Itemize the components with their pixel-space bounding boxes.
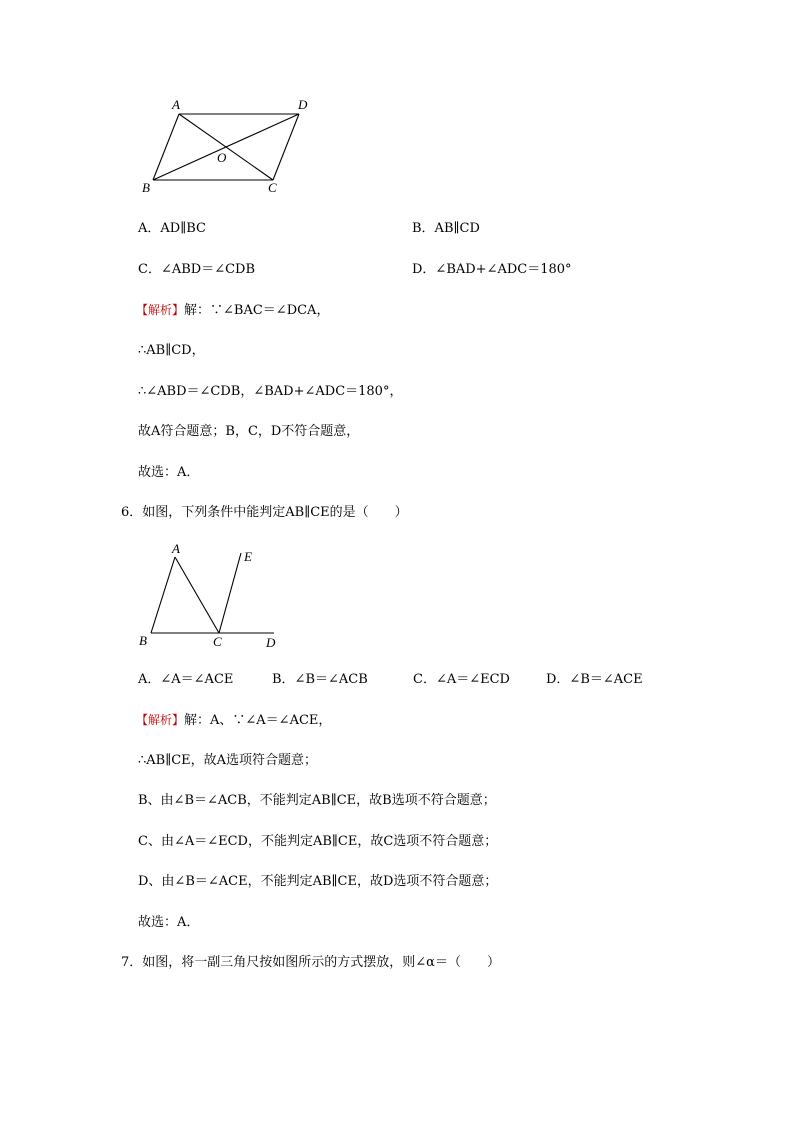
q7-stem: 7．如图，将一副三角尺按如图所示的方式摆放，则∠α＝（ ） [121,955,500,970]
label-d: D [298,97,308,112]
q6-analysis-line-1 [136,712,331,729]
q5-option-d: D．∠BAD+∠ADC＝180° [412,262,572,277]
label-c: C [213,634,222,649]
label-e: E [244,549,252,564]
q5-option-b: B．AB∥CD [412,221,480,236]
analysis-tag: 【解析】 [136,303,185,317]
label-a: A [172,541,180,556]
label-a: A [172,97,180,112]
segment-ac [175,557,219,633]
ray-ce [219,553,241,633]
q5-analysis-line-5: 故选：A． [138,465,200,480]
figure-triangle [135,538,285,653]
q6-analysis-line-3: B、由∠B＝∠ACB，不能判定AB∥CE，故B选项不符合题意； [138,793,496,808]
q5-analysis-line-3: ∴∠ABD＝∠CDB，∠BAD+∠ADC＝180°， [138,384,403,399]
q5-analysis-line-4: 故A符合题意；B，C，D不符合题意， [138,424,360,439]
q6-analysis-line-4: C、由∠A＝∠ECD，不能判定AB∥CE，故C选项不符合题意； [138,834,498,849]
q5-analysis-line-2: ∴AB∥CD， [138,343,205,358]
q6-analysis-line-2: ∴AB∥CE，故A选项符合题意； [138,753,318,768]
q6-analysis-line-6: 故选：A． [138,915,200,930]
figure-parallelogram [135,92,325,197]
q6-option-c: C．∠A＝∠ECD [413,672,510,687]
label-b: B [139,633,147,648]
segment-ab [151,557,175,633]
analysis-text: 解：∵∠BAC＝∠DCA， [184,303,330,318]
q5-analysis-line-1 [136,302,329,319]
label-o: O [217,150,227,165]
label-d: D [266,635,276,650]
q6-option-b: B．∠B＝∠ACB [272,672,368,687]
q6-option-d: D．∠B＝∠ACE [546,672,643,687]
q6-option-a: A．∠A＝∠ACE [138,672,234,687]
q6-analysis-line-5: D、由∠B＝∠ACE，不能判定AB∥CE，故D选项不符合题意； [138,874,498,889]
analysis-text: 解：A、∵∠A＝∠ACE， [184,713,332,728]
label-b: B [142,180,150,195]
label-c: C [268,180,277,195]
q5-option-c: C．∠ABD＝∠CDB [138,262,256,277]
analysis-tag: 【解析】 [136,713,185,727]
q5-option-a: A．AD∥BC [138,221,206,236]
q6-stem: 6．如图，下列条件中能判定AB∥CE的是（ ） [121,505,408,520]
